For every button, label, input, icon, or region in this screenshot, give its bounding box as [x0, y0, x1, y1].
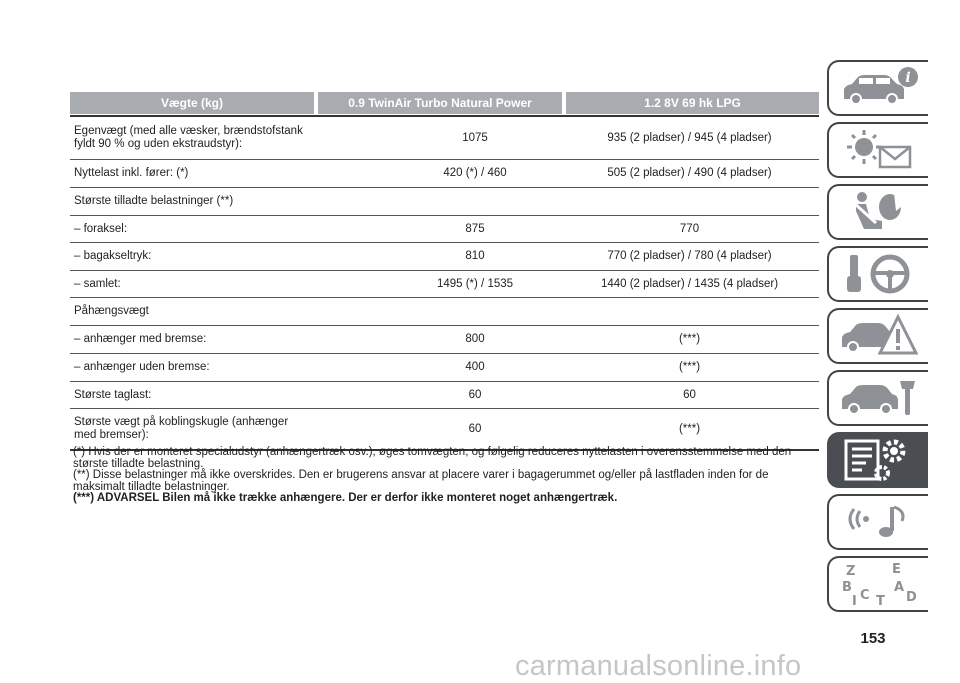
- footnote-1: (*) Hvis der er monteret specialudstyr (anhængertræk osv.), øges tomvægten, og følgelig reduceres nyttelasten i overensstemmelse med den største tilladte belastning.: [73, 446, 792, 470]
- table-row: [70, 271, 819, 298]
- tab-car-info[interactable]: [827, 60, 928, 116]
- key-steering-wheel-icon: [836, 251, 922, 297]
- row-value-lpg: (***): [678, 422, 701, 435]
- index-letter: C: [859, 588, 870, 603]
- row-value-lpg: 770 (2 pladser) / 780 (4 pladser): [607, 250, 772, 262]
- header-twinair: 0.9 TwinAir Turbo Natural Power: [318, 92, 562, 114]
- tab-lights-messages[interactable]: [827, 122, 928, 178]
- row-value-twinair: 400: [465, 361, 485, 373]
- row-label: Egenvægt (med alle væsker, brændstofstank fyldt 90 % og uden ekstraudstyr):: [74, 125, 303, 150]
- row-value-twinair: 800: [465, 333, 485, 345]
- svg-text:i: i: [904, 70, 911, 86]
- index-letter: A: [893, 580, 904, 595]
- tab-technical-data[interactable]: [827, 432, 928, 488]
- alphabet-index-icon: [836, 561, 922, 607]
- row-value-twinair: 60: [468, 388, 482, 401]
- index-letter: E: [891, 562, 901, 577]
- row-label: Største taglast:: [74, 388, 152, 401]
- row-label: – anhænger uden bremse:: [74, 361, 210, 373]
- table-row: [70, 243, 819, 271]
- car-warning-icon: [836, 313, 922, 359]
- row-label: Påhængsvægt: [74, 305, 149, 317]
- lights-message-icon: [836, 127, 922, 173]
- table-row: [70, 216, 819, 243]
- header-lpg: 1.2 8V 69 hk LPG: [566, 92, 819, 114]
- table-row: [70, 354, 819, 382]
- row-value-twinair: 1075: [462, 131, 488, 144]
- tab-maintenance[interactable]: [827, 370, 928, 426]
- index-letter: Z: [845, 564, 855, 579]
- footnotes: [73, 447, 819, 505]
- footnote-2: (**) Disse belastninger må ikke overskrides. Den er brugerens ansvar at placere varer i bagagerummet og/eller på lastfladen inden for de maksimalt tilladte belastninger.: [73, 469, 769, 493]
- car-info-icon: [836, 65, 922, 111]
- page-number: 153: [860, 630, 886, 647]
- index-letter: B: [841, 580, 852, 595]
- tab-safety[interactable]: [827, 184, 928, 240]
- document-gear-icon: [836, 437, 922, 483]
- watermark: carmanualsonline.info: [515, 650, 802, 682]
- row-value-twinair: 875: [465, 222, 485, 235]
- seat-airbag-icon: [836, 189, 922, 235]
- row-label: – samlet:: [74, 277, 121, 290]
- tab-multimedia[interactable]: [827, 494, 928, 550]
- car-tools-icon: [836, 375, 922, 421]
- tab-index[interactable]: [827, 556, 928, 612]
- row-label: Nyttelast inkl. fører: (*): [74, 167, 189, 179]
- row-value-lpg: 935 (2 pladser) / 945 (4 pladser): [607, 131, 772, 144]
- index-letter: I: [851, 594, 857, 607]
- row-value-lpg: (***): [678, 333, 701, 345]
- row-label: Største tilladte belastninger (**): [74, 195, 234, 207]
- row-value-lpg: 505 (2 pladser) / 490 (4 pladser): [607, 167, 772, 179]
- row-value-lpg: 770: [679, 222, 700, 235]
- chapter-tabs: [827, 60, 928, 618]
- header-weights: Vægte (kg): [70, 92, 314, 114]
- table-row: [70, 382, 819, 409]
- row-value-twinair: 60: [468, 422, 482, 435]
- tab-emergency[interactable]: [827, 308, 928, 364]
- row-value-lpg: 1440 (2 pladser) / 1435 (4 pladser): [600, 277, 779, 290]
- row-label: – bagakseltryk:: [74, 250, 152, 262]
- row-label: Største vægt på koblingskugle (anhænger med bremser):: [74, 416, 289, 441]
- index-letter: T: [875, 594, 885, 607]
- index-letter: D: [905, 590, 917, 605]
- table-row: [70, 188, 819, 216]
- audio-music-icon: [836, 499, 922, 545]
- table-row: [70, 117, 819, 160]
- row-label: – anhænger med bremse:: [74, 333, 207, 345]
- weights-table: [70, 92, 819, 451]
- row-value-lpg: 60: [683, 388, 696, 401]
- row-value-twinair: 810: [465, 250, 485, 262]
- table-row: [70, 326, 819, 354]
- table-row: [70, 409, 819, 451]
- warning-note: (***) ADVARSEL Bilen må ikke trække anhængere. Der er derfor ikke monteret noget anhængertræk.: [73, 492, 618, 504]
- row-value-lpg: (***): [678, 361, 701, 373]
- row-value-twinair: 1495 (*) / 1535: [436, 277, 514, 290]
- table-row: [70, 298, 819, 326]
- table-header: [70, 92, 819, 114]
- tab-starting-driving[interactable]: [827, 246, 928, 302]
- table-row: [70, 160, 819, 188]
- row-value-twinair: 420 (*) / 460: [443, 167, 507, 179]
- row-label: – foraksel:: [74, 222, 128, 235]
